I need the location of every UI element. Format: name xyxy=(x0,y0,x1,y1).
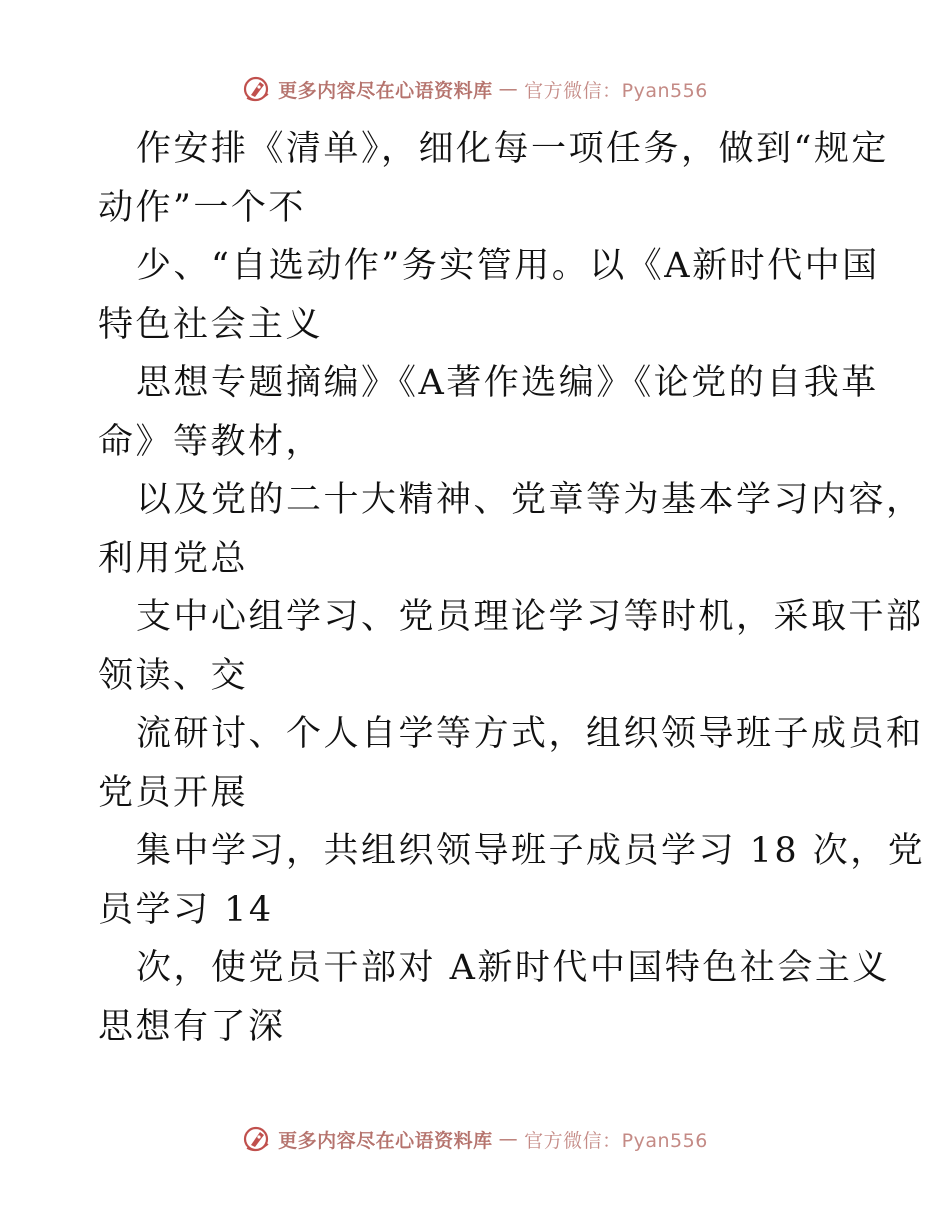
body-line: 次，使党员干部对 A新时代中国特色社会主义 xyxy=(136,948,890,988)
watermark-dash: — xyxy=(498,78,519,100)
pen-nib-logo-icon xyxy=(242,74,272,104)
watermark-dash: — xyxy=(498,1128,519,1150)
body-line: 利用党总 xyxy=(98,538,249,579)
document-body xyxy=(98,120,926,1056)
watermark-site-text: 更多内容尽在心语资料库 xyxy=(278,79,493,102)
body-line: 党员开展 xyxy=(98,772,249,813)
body-line: 以及党的二十大精神、党章等为基本学习内容， xyxy=(136,480,924,520)
body-line: 思想有了深 xyxy=(98,1006,286,1047)
body-line: 少、“自选动作”务实管用。以《A新时代中国 xyxy=(136,246,880,286)
body-line: 员学习 14 xyxy=(98,889,274,930)
body-line: 领读、交 xyxy=(98,655,249,696)
body-line: 命》等教材， xyxy=(98,421,324,462)
body-line: 支中心组学习、党员理论学习等时机，采取干部 xyxy=(136,597,924,637)
body-line: 流研讨、个人自学等方式，组织领导班子成员和 xyxy=(136,714,924,754)
body-line: 集中学习，共组织领导班子成员学习 18 次，党 xyxy=(136,831,926,871)
footer-watermark xyxy=(0,1124,950,1154)
body-line: 思想专题摘编》《A著作选编》《论党的自我革 xyxy=(136,363,879,403)
header-watermark xyxy=(0,74,950,104)
watermark-site-text: 更多内容尽在心语资料库 xyxy=(278,1129,493,1152)
pen-nib-logo-icon xyxy=(242,1124,272,1154)
body-line: 特色社会主义 xyxy=(98,304,324,345)
body-line: 作安排《清单》，细化每一项任务，做到“规定 xyxy=(136,129,889,169)
body-line: 动作”一个不 xyxy=(98,187,306,228)
watermark-contact-text: 官方微信：Pyan556 xyxy=(524,1129,708,1152)
watermark-contact-text: 官方微信：Pyan556 xyxy=(524,79,708,102)
